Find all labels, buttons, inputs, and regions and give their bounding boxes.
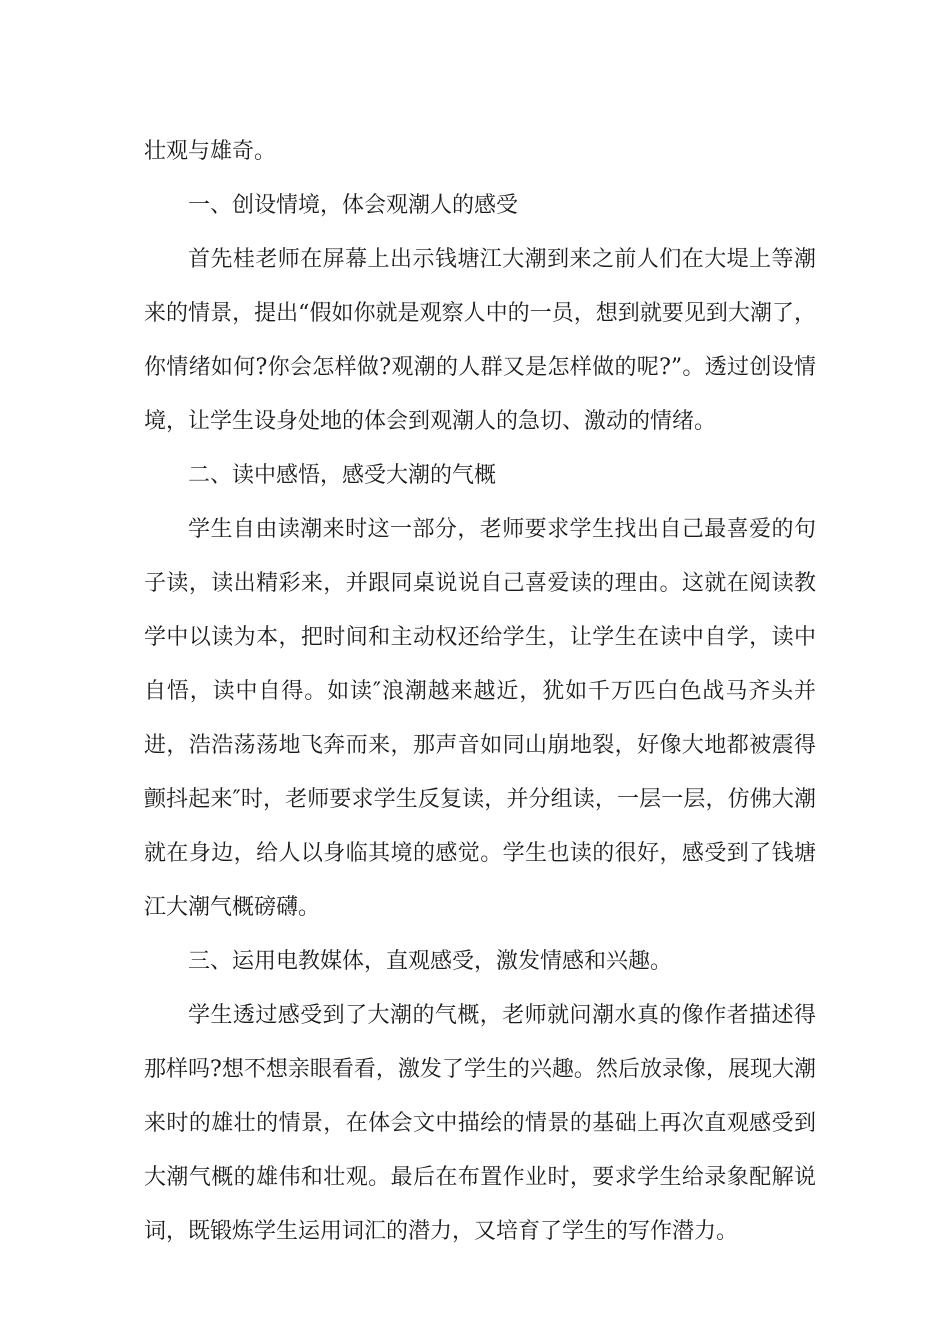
paragraph-3: 学生透过感受到了大潮的气概，老师就问潮水真的像作者描述得那样吗?想不想亲眼看看，激发了学生的兴趣。然后放录像，展现大潮来时的雄壮的情景，在体会文中描绘的情景的基础上再次直观感受到大潮气概的雄伟和壮观。最后在布置作业时，要求学生给录象配解说词，既锻炼学生运用词汇的潜力，又培育了学生的写作潜力。	[144, 1003, 816, 1244]
document-body	[144, 125, 816, 1259]
section-heading-1: 一、创设情境，体会观潮人的感受	[188, 193, 519, 218]
paragraph-1: 首先桂老师在屏幕上出示钱塘江大潮到来之前人们在大堤上等潮来的情景，提出“假如你就是观察人中的一员，想到就要见到大潮了，你情绪如何?你会怎样做?观潮的人群又是怎样做的呢?”。透过创设情境，让学生设身处地的体会到观潮人的急切、激动的情绪。	[144, 247, 816, 434]
paragraph-continuation: 壮观与雄奇。	[144, 139, 277, 164]
paragraph-2: 学生自由读潮来时这一部分，老师要求学生找出自己最喜爱的句子读，读出精彩来，并跟同桌说说自己喜爱读的理由。这就在阅读教学中以读为本，把时间和主动权还给学生，让学生在读中自学，读中自悟，读中自得。如读″浪潮越来越近，犹如千万匹白色战马齐头并进，浩浩荡荡地飞奔而来，那声音如同山崩地裂，好像大地都被震得颤抖起来″时，老师要求学生反复读，并分组读，一层一层，仿佛大潮就在身边，给人以身临其境的感觉。学生也读的很好，感受到了钱塘江大潮气概磅礴。	[144, 517, 816, 920]
section-heading-2: 二、读中感悟，感受大潮的气概	[188, 463, 497, 488]
section-heading-3: 三、运用电教媒体，直观感受，激发情感和兴趣。	[188, 949, 673, 974]
